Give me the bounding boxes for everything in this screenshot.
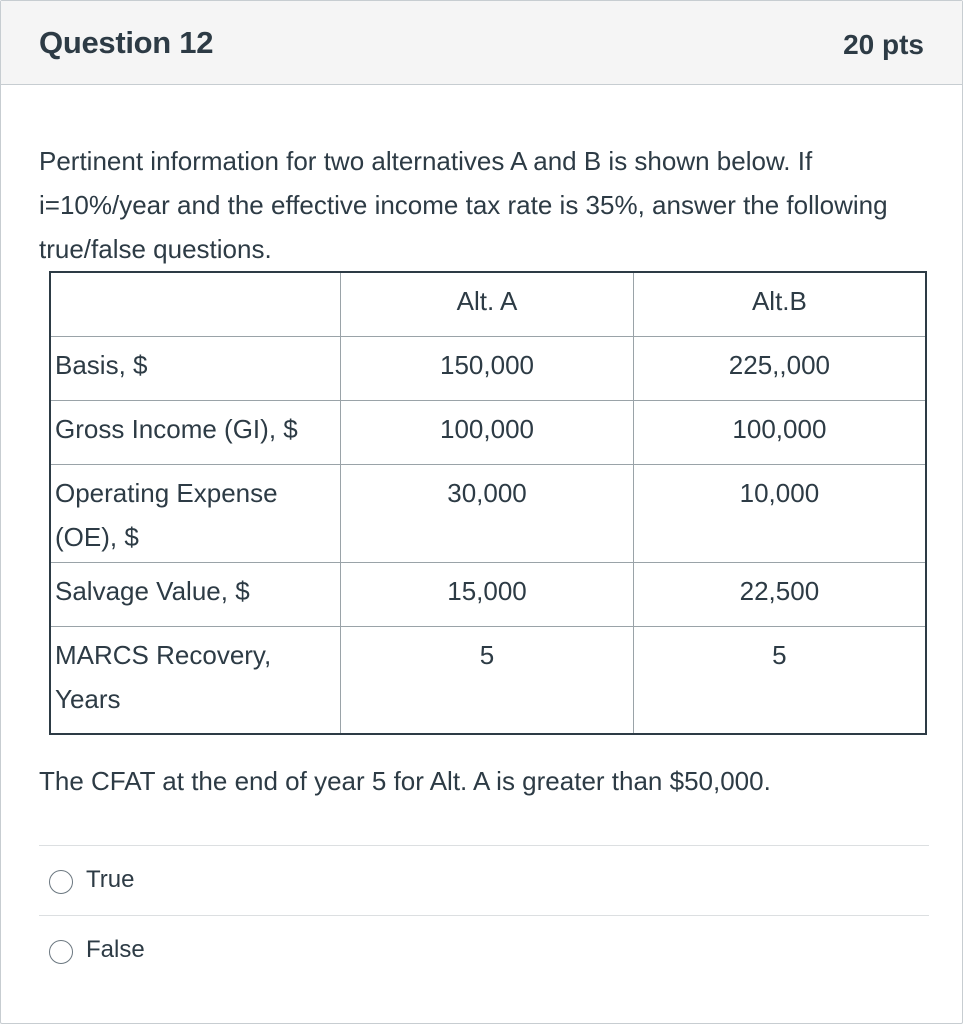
question-body [39,139,929,963]
alt-a-value: 30,000 [341,464,634,562]
question-header [1,1,962,85]
table-row [50,626,926,734]
table-row [50,336,926,400]
alt-a-value: 5 [341,626,634,734]
radio-button[interactable] [49,940,73,964]
answer-label[interactable]: False [86,936,145,963]
table-row [50,464,926,562]
answer-options [39,845,929,985]
row-label: Gross Income (GI), $ [50,400,341,464]
row-label: Salvage Value, $ [50,562,341,626]
row-label: MARCS Recovery, Years [50,626,341,734]
answer-label[interactable]: True [86,866,135,893]
alt-b-value: 22,500 [633,562,926,626]
true-false-statement: The CFAT at the end of year 5 for Alt. A is greater than $50,000. [39,766,771,796]
question-points: 20 pts [843,29,924,60]
row-label: Basis, $ [50,336,341,400]
table-row [50,400,926,464]
table-header-cell: Alt.B [633,272,926,336]
alt-a-value: 150,000 [341,336,634,400]
alt-b-value: 100,000 [633,400,926,464]
alt-b-value: 10,000 [633,464,926,562]
table-header-cell [50,272,341,336]
table-header-cell: Alt. A [341,272,634,336]
alt-a-value: 15,000 [341,562,634,626]
table-row [50,562,926,626]
alt-b-value: 225,,000 [633,336,926,400]
radio-button[interactable] [49,870,73,894]
answer-option-true[interactable] [39,845,929,915]
answer-option-false[interactable] [39,915,929,985]
alternatives-table [49,271,927,735]
question-title: Question 12 [39,25,214,60]
alt-b-value: 5 [633,626,926,734]
question-prompt: Pertinent information for two alternatives A and B is shown below. If i=10%/year and the effective income tax rate is 35%, answer the following true/false questions. [39,146,888,264]
row-label: Operating Expense (OE), $ [50,464,341,562]
table-header-row [50,272,926,336]
alt-a-value: 100,000 [341,400,634,464]
